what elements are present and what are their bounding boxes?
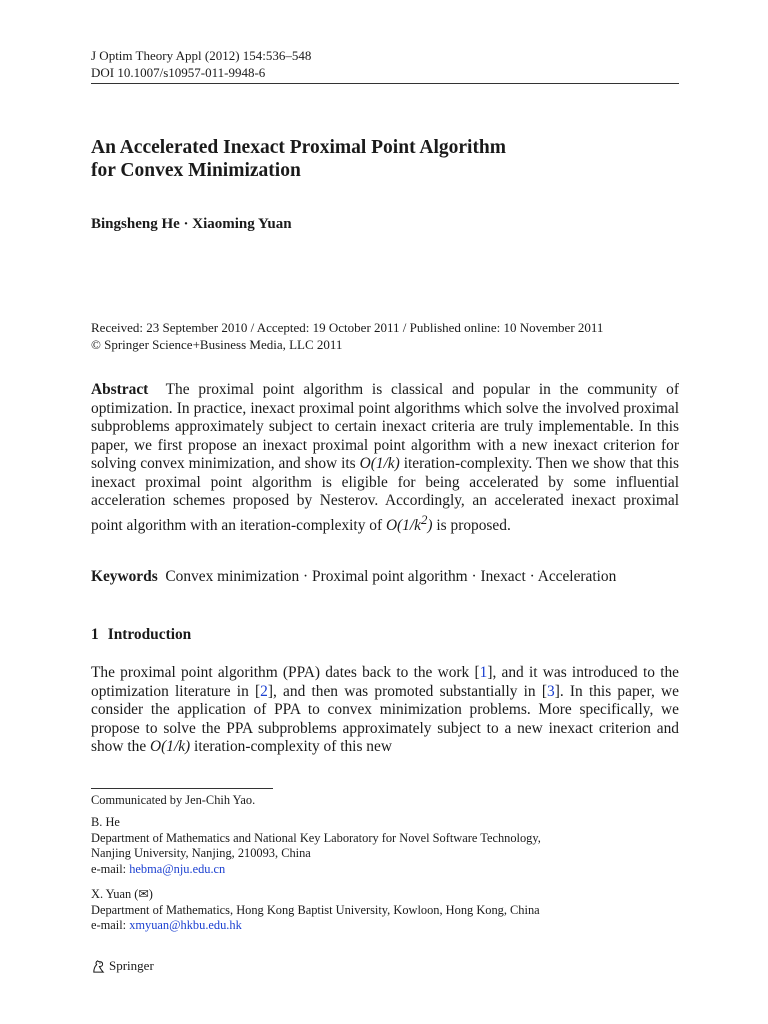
header-rule <box>91 83 679 84</box>
paper-title <box>91 136 679 182</box>
math-complexity-3: O(1/k) <box>150 738 191 755</box>
publisher-logo <box>91 958 154 974</box>
author-email-row: e-mail: xmyuan@hkbu.edu.hk <box>91 918 242 932</box>
copyright: © Springer Science+Business Media, LLC 2011 <box>91 337 343 352</box>
section-number: 1 <box>91 626 99 643</box>
section-title: Introduction <box>107 626 192 643</box>
section-heading <box>91 626 191 644</box>
footnote-author-yuan <box>91 887 691 934</box>
date-history: Received: 23 September 2010 / Accepted: 19 October 2011 / Published online: 10 November 2011 <box>91 320 604 335</box>
keywords-text: Convex minimization · Proximal point algorithm · Inexact · Acceleration <box>165 568 617 585</box>
math-complexity-1: O(1/k) <box>359 455 400 472</box>
publisher-name: Springer <box>109 958 154 973</box>
abstract-text-3: is proposed. <box>436 516 511 534</box>
authors: Bingsheng He · Xiaoming Yuan <box>91 216 292 232</box>
author-email-row: e-mail: hebma@nju.edu.cn <box>91 861 226 876</box>
abstract-text-2: iteration-complexity. Then we show that this inexact proximal point algorithm is eligible for being accelerated by some influential acceleration schemes proposed by Nesterov. Accordingly, an accelerated inexact proximal point algorithm with an iteration-complexity of <box>91 455 679 534</box>
doi[interactable]: DOI 10.1007/s10957-011-9948-6 <box>91 65 266 80</box>
abstract <box>91 381 679 535</box>
footnote-rule <box>91 788 273 789</box>
abstract-text-1: The proximal point algorithm is classical and popular in the community of optimization. In practice, inexact proximal point algorithms which solve the involved proximal subproblems approximately subject to certain inexact criteria are truly implementable. In this paper, we first propose an inexact proximal point algorithm with a new inexact criterion for solving convex minimization, and show its <box>91 381 679 472</box>
citation-link-1[interactable]: 1 <box>479 664 488 681</box>
citation-link-3[interactable]: 3 <box>546 682 555 700</box>
journal-header <box>91 47 311 81</box>
footnote-author-he <box>91 815 691 877</box>
author-affiliation: Department of Mathematics, Hong Kong Baptist University, Kowloon, Hong Kong, China <box>91 902 540 917</box>
publication-dates <box>91 319 603 353</box>
keywords <box>91 568 691 586</box>
journal-citation: J Optim Theory Appl (2012) 154:536–548 <box>91 48 312 63</box>
citation-link-2[interactable]: 2 <box>260 682 268 700</box>
springer-horse-icon <box>91 959 106 974</box>
author-name: B. He <box>91 815 120 829</box>
keywords-label: Keywords <box>91 568 158 585</box>
email-link-yuan[interactable]: xmyuan@hkbu.edu.hk <box>129 918 242 932</box>
title-line-1: An Accelerated Inexact Proximal Point Algorithm <box>91 137 507 158</box>
footnote-communicated: Communicated by Jen-Chih Yao. <box>91 793 256 807</box>
introduction-paragraph: The proximal point algorithm (PPA) dates back to the work [1], and it was introduced to the optimization literature in [2], and then was promoted substantially in [3]. In this paper, we consider the application of PPA to convex minimization problems. More specifically, we propose to solve the PPA subproblems approximately subject to a new inexact criterion and show the O(1/k) iteration-complexity of this new <box>91 664 679 755</box>
abstract-label: Abstract <box>91 381 149 398</box>
email-link-he[interactable]: hebma@nju.edu.cn <box>129 861 226 876</box>
author-affiliation: Department of Mathematics and National Key Laboratory for Novel Software Technology, <box>91 830 541 845</box>
author-affiliation: Nanjing University, Nanjing, 210093, China <box>91 846 311 860</box>
author-name: X. Yuan (✉) <box>91 887 153 901</box>
title-line-2: for Convex Minimization <box>91 160 301 181</box>
math-complexity-2: $O(1/k^2)$ <box>385 512 433 534</box>
